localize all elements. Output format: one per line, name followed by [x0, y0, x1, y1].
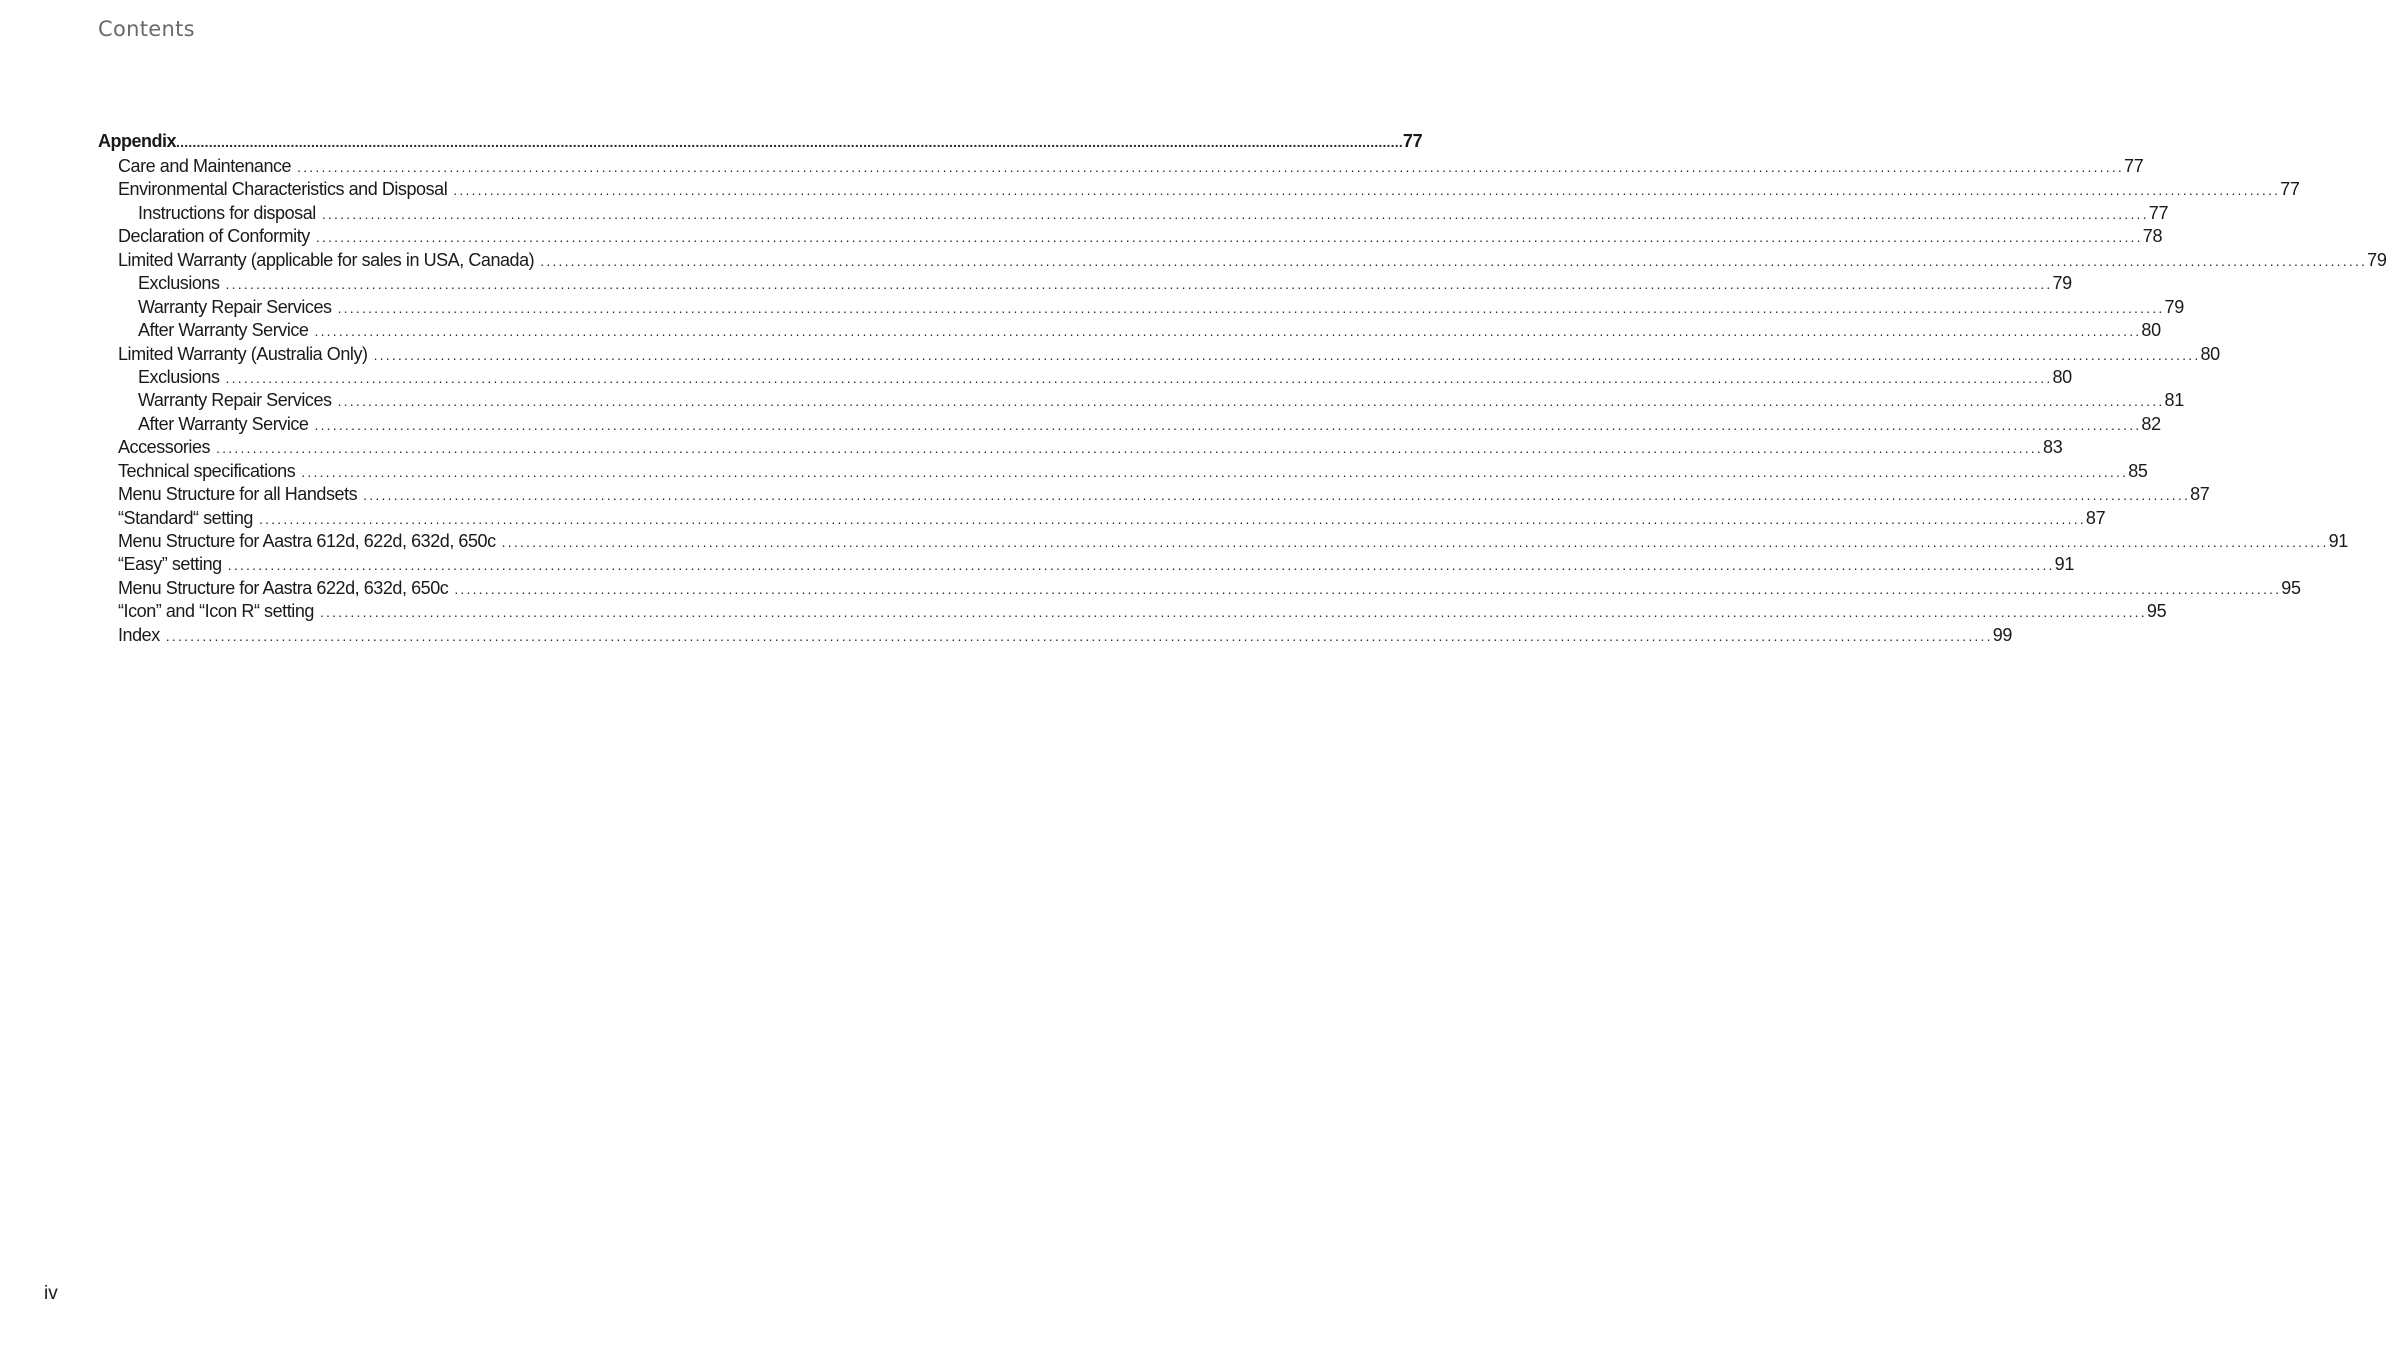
toc-entry-page: 80	[2052, 366, 2072, 387]
toc-entry-title: “Easy” setting	[118, 553, 228, 576]
toc-dot-leader: ............................................................................................................................................................................................................................................................................................................	[165, 627, 1993, 644]
toc-dot-leader: ............................................................................................................................................................................................................................................................................................................	[373, 346, 2201, 363]
toc-dot-leader: ............................................................................................................................................................................................................................................................................................................	[227, 557, 2055, 574]
toc-section-heading	[98, 128, 1423, 155]
toc-entry-title: Exclusions	[138, 272, 226, 295]
toc-entry-title: Menu Structure for Aastra 622d, 632d, 650c	[118, 577, 454, 600]
toc-entry-page: 95	[2146, 601, 2167, 622]
toc-entry-page: 87	[2190, 484, 2210, 505]
toc-entry	[98, 413, 2161, 436]
toc-entry-title: Warranty Repair Services	[138, 296, 338, 319]
toc-entry	[98, 483, 2210, 506]
toc-entry-page: 85	[2128, 460, 2148, 481]
toc-entry-title: Limited Warranty (Australia Only)	[118, 343, 374, 366]
toc-entry-title: Appendix	[98, 128, 176, 155]
toc-entry-page: 77	[2124, 156, 2144, 176]
toc-entry-page: 78	[2142, 226, 2163, 247]
toc-entry-title: Menu Structure for all Handsets	[118, 483, 363, 506]
toc-entry	[98, 249, 2387, 272]
toc-entry	[98, 366, 2072, 389]
toc-dot-leader: ............................................................................................................................................................................................................................................................................................................	[540, 252, 2368, 269]
toc-dot-leader: ............................................................................................................................................................................................................................................................................................................	[315, 229, 2143, 246]
toc-dot-leader: ............................................................................................................................................................................................................................................................................................................	[297, 159, 2125, 175]
toc-dot-leader: ............................................................................................................................................................................................................................................................................................................	[501, 534, 2329, 550]
toc-entry-title: “Icon” and “Icon R“ setting	[118, 600, 320, 623]
toc-entry	[98, 389, 2184, 412]
toc-entry-page: 81	[2164, 390, 2184, 411]
toc-dot-leader: ............................................................................................................................................................................................................................................................................................................	[337, 299, 2165, 316]
toc-entry-page: 87	[2085, 507, 2106, 528]
toc-entry	[98, 178, 2300, 201]
toc-dot-leader: ............................................................................................................................................................................................................................................................................................................	[225, 276, 2053, 293]
toc-entry-page: 77	[2280, 179, 2300, 200]
toc-entry-title: Menu Structure for Aastra 612d, 622d, 632d, 650c	[118, 530, 502, 553]
toc-entry-page: 99	[1992, 624, 2013, 645]
toc-entry	[98, 600, 2167, 623]
toc-entry-page: 80	[2200, 343, 2220, 364]
toc-entry-title: Declaration of Conformity	[118, 225, 316, 248]
toc-dot-leader: ............................................................................................................................................................................................................................................................................................................	[216, 440, 2043, 457]
toc-entry	[98, 319, 2161, 342]
toc-entry-title: Index	[118, 624, 166, 647]
toc-dot-leader: ............................................................................................................................................................................................................................................................................................................	[314, 416, 2142, 433]
page-header-title: Contents	[98, 17, 195, 41]
toc-entry-title: Technical specifications	[118, 460, 301, 483]
toc-entry-page: 91	[2054, 554, 2075, 575]
toc-dot-leader: ............................................................................................................................................................................................................................................................................................................	[225, 369, 2053, 386]
toc-entry	[98, 225, 2163, 248]
toc-entry	[98, 296, 2184, 319]
toc-dot-leader: ............................................................................................................................................................................................................................................................................................................	[321, 205, 2149, 222]
toc-entry	[98, 553, 2075, 576]
toc-dot-leader: ............................................................................................................................................................................................................................................................................................................	[454, 580, 2282, 597]
toc-dot-leader: ............................................................................................................................................................................................................................................................................................................	[301, 463, 2129, 480]
toc-entry-page: 80	[2141, 320, 2161, 341]
toc-entry	[98, 530, 2348, 553]
toc-entry-page: 82	[2141, 413, 2161, 434]
toc-entry-title: Instructions for disposal	[138, 202, 322, 225]
toc-dot-leader: ............................................................................................................................................................................................................................................................................................................	[319, 604, 2147, 621]
toc-entry-title: Limited Warranty (applicable for sales in USA, Canada)	[118, 249, 540, 272]
toc-entry-title: Warranty Repair Services	[138, 389, 338, 412]
toc-dot-leader: ............................................................................................................................................................................................................................................................................................................	[258, 510, 2086, 527]
toc-entry	[98, 507, 2106, 530]
toc-entry	[98, 460, 2148, 483]
toc-entry-page: 83	[2043, 437, 2063, 458]
toc-entry-title: Accessories	[118, 436, 216, 459]
toc-dot-leader: ............................................................................................................................................................................................................................................................................................................	[363, 487, 2191, 504]
toc-dot-leader: ............................................................................................................................................................................................................................................................................................................	[337, 393, 2165, 410]
toc-entry-page: 91	[2328, 531, 2348, 551]
toc-entry-title: After Warranty Service	[138, 413, 314, 436]
page-number: iv	[44, 1283, 58, 1304]
toc-entry	[98, 272, 2072, 295]
toc-entry-title: “Standard“ setting	[118, 507, 259, 530]
toc-entry	[98, 202, 2169, 225]
toc-entry-title: Environmental Characteristics and Disposal	[118, 178, 453, 201]
toc-entry	[98, 624, 2013, 647]
toc-entry	[98, 155, 2144, 178]
toc-entry-title: Care and Maintenance	[118, 155, 297, 178]
toc-entry-page: 77	[2148, 202, 2169, 223]
toc-entry-page: 79	[2164, 296, 2184, 317]
toc-dot-leader: ............................................................................................................................................................................................................................................................................................................	[314, 323, 2142, 340]
toc-entry	[98, 436, 2063, 459]
toc-dot-leader: ............................................................................................................................................................................................................................................................................................................	[176, 134, 1403, 150]
toc-entry-page: 79	[2052, 273, 2072, 294]
toc-entry-page: 77	[1402, 131, 1423, 151]
toc-entry-page: 79	[2367, 249, 2387, 270]
toc-entry-title: Exclusions	[138, 366, 226, 389]
toc-entry	[98, 343, 2220, 366]
table-of-contents	[98, 128, 2387, 647]
toc-entry-page: 95	[2281, 577, 2301, 598]
toc-dot-leader: ............................................................................................................................................................................................................................................................................................................	[453, 182, 2281, 199]
toc-entry	[98, 577, 2301, 600]
toc-entry-title: After Warranty Service	[138, 319, 314, 342]
